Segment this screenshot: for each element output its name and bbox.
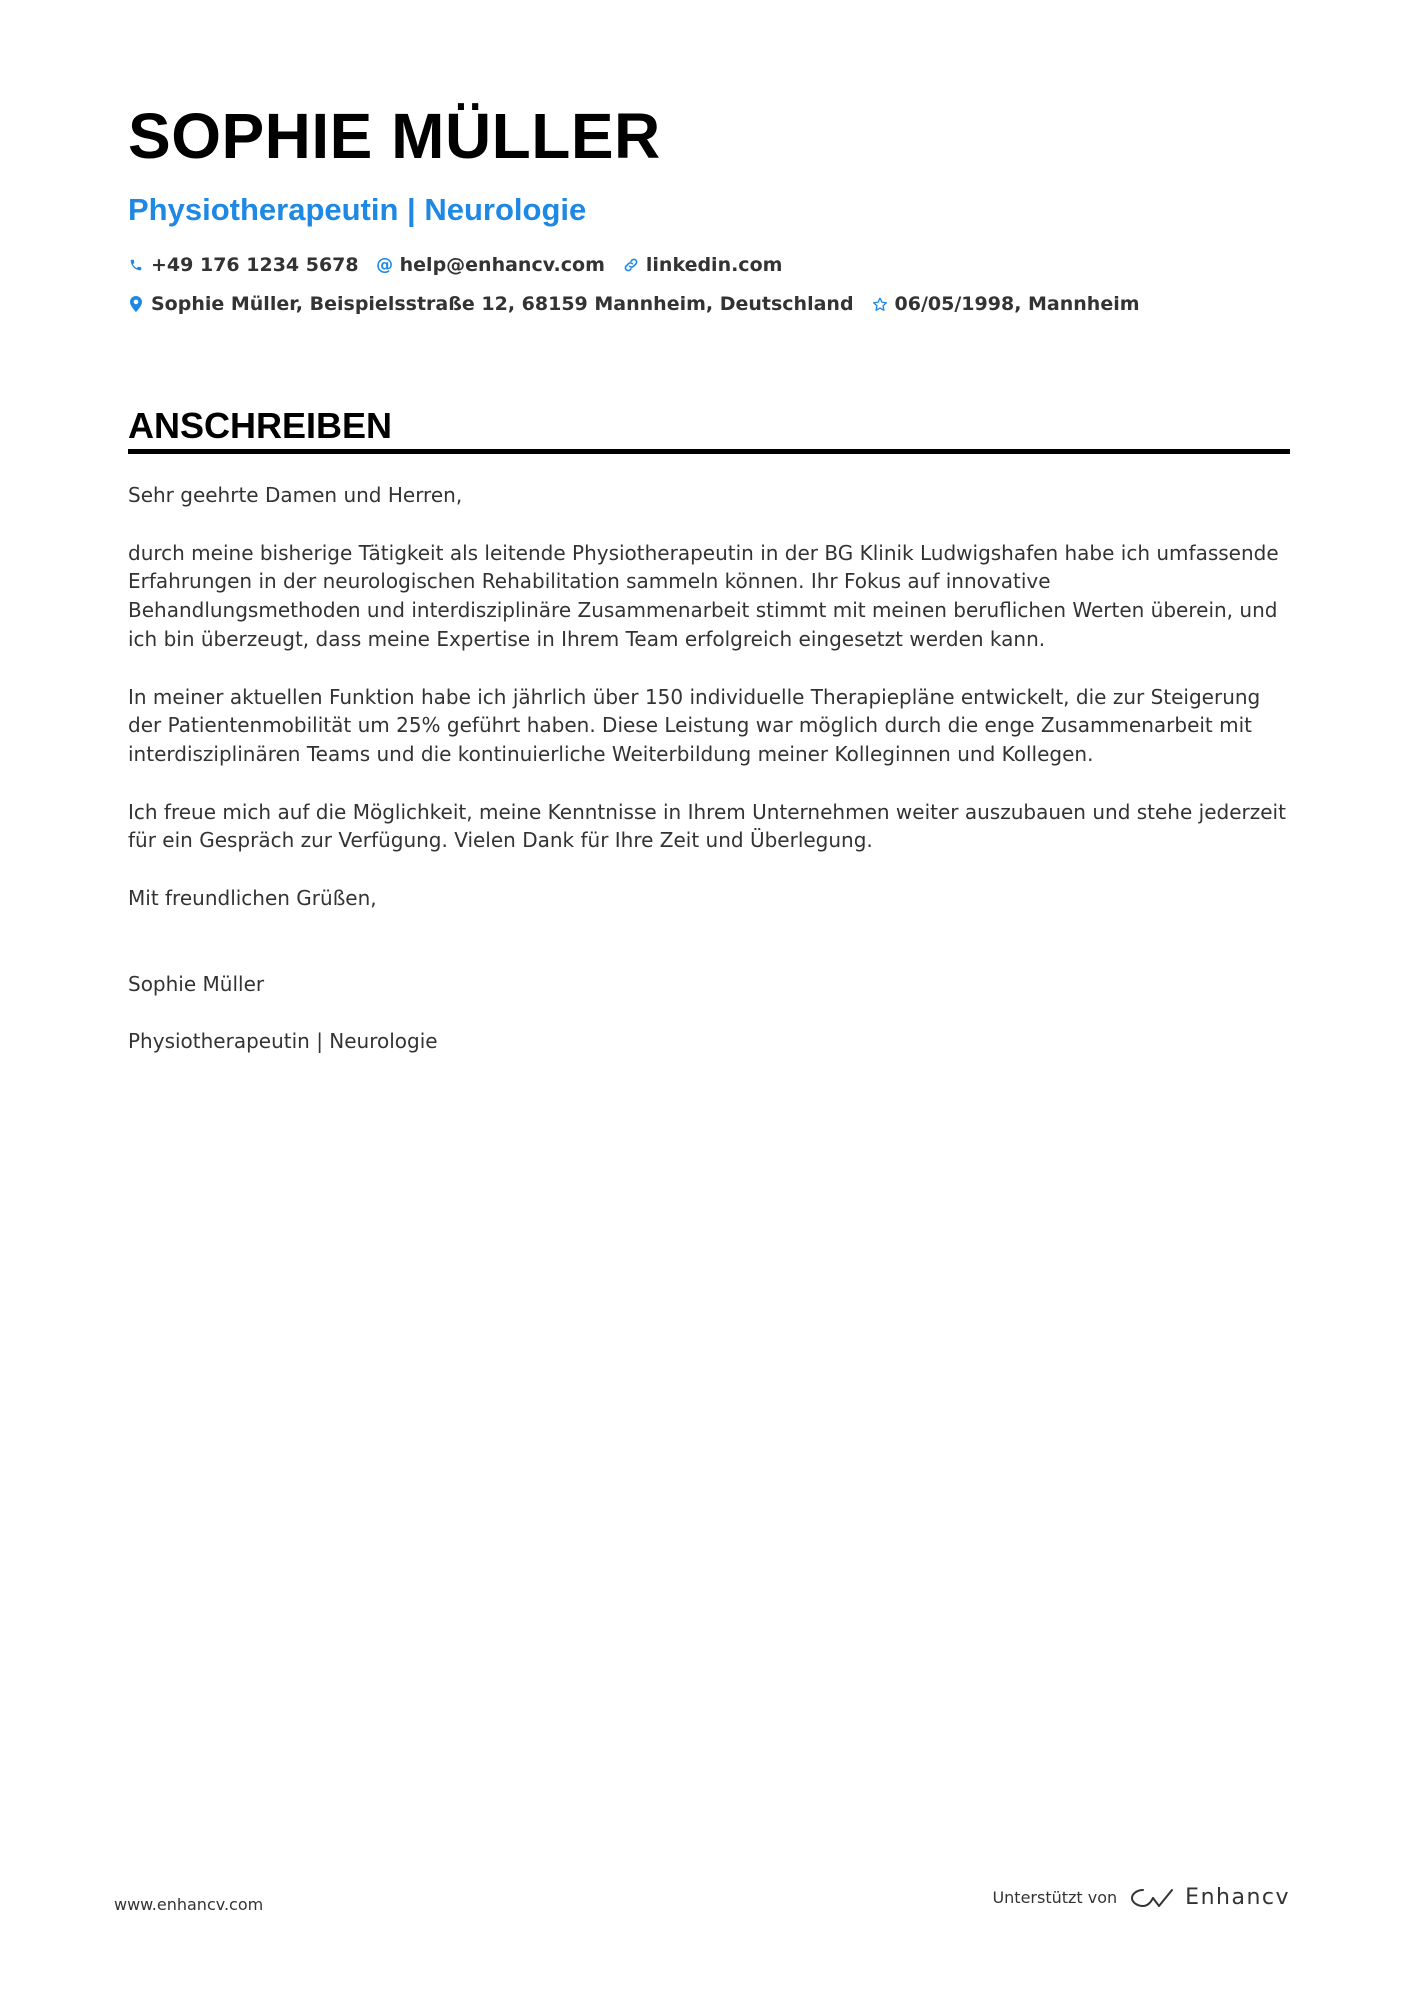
contact-row-primary [128,254,800,276]
contact-link-text[interactable]: linkedin.com [645,254,783,276]
contact-birth-text: 06/05/1998, Mannheim [894,293,1140,315]
at-icon: @ [376,254,394,275]
letter-paragraph: durch meine bisherige Tätigkeit als leitende Physiotherapeutin in der BG Klinik Ludwigshafen habe ich umfassende Erfahrungen in der neurologischen Rehabilitation sammeln können. Ihr Fokus auf innovative Behandlungsmethoden und interdisziplinäre Zusammenarbeit stimmt mit meinen beruflichen Werten überein, und ich bin überzeugt, dass meine Expertise in Ihrem Team erfolgreich eingesetzt werden kann. [128,540,1279,651]
letter-greeting: Sehr geehrte Damen und Herren, [128,483,463,507]
section-divider [128,449,1290,454]
candidate-name: SOPHIE MÜLLER [128,100,661,172]
contact-email[interactable] [377,254,605,276]
letter-body [128,481,1288,1085]
letter-closing: Mit freundlichen Grüßen, [128,886,377,911]
footer-branding [992,1885,1290,1910]
location-pin-icon [128,295,144,313]
candidate-title: Physiotherapeutin | Neurologie [128,192,587,227]
letter-paragraph: In meiner aktuellen Funktion habe ich jährlich über 150 individuelle Therapiepläne entwickelt, die zur Steigerung der Patientenmobilität um 25% geführt haben. Diese Leistung war möglich durch die enge Zusammenarbeit mit interdisziplinären Teams und die kontinuierliche Weiterbildung meiner Kolleginnen und Kollegen. [128,684,1261,766]
contact-row-secondary [128,293,1158,315]
enhancv-brand-name: Enhancv [1185,1885,1290,1910]
signature-title: Physiotherapeutin | Neurologie [128,1029,438,1054]
link-icon [623,256,639,274]
enhancv-logo-icon [1129,1886,1175,1910]
section-title: ANSCHREIBEN [128,405,393,446]
contact-email-text[interactable]: help@enhancv.com [399,254,605,276]
contact-link[interactable] [623,254,783,276]
star-icon [872,295,888,313]
contact-address-text: Sophie Müller, Beispielsstraße 12, 68159 Mannheim, Deutschland [151,293,854,315]
signature-name: Sophie Müller [128,971,265,996]
contact-address [128,293,854,315]
footer-website[interactable]: www.enhancv.com [114,1895,264,1914]
contact-birth [872,293,1140,315]
contact-phone [128,254,359,276]
letter-paragraph: Ich freue mich auf die Möglichkeit, meine Kenntnisse in Ihrem Unternehmen weiter auszubauen und stehe jederzeit für ein Gespräch zur Verfügung. Vielen Dank für Ihre Zeit und Überlegung. [128,799,1286,853]
phone-icon [128,256,144,274]
powered-by-text: Unterstützt von [992,1888,1118,1907]
contact-phone-text: +49 176 1234 5678 [151,254,359,276]
